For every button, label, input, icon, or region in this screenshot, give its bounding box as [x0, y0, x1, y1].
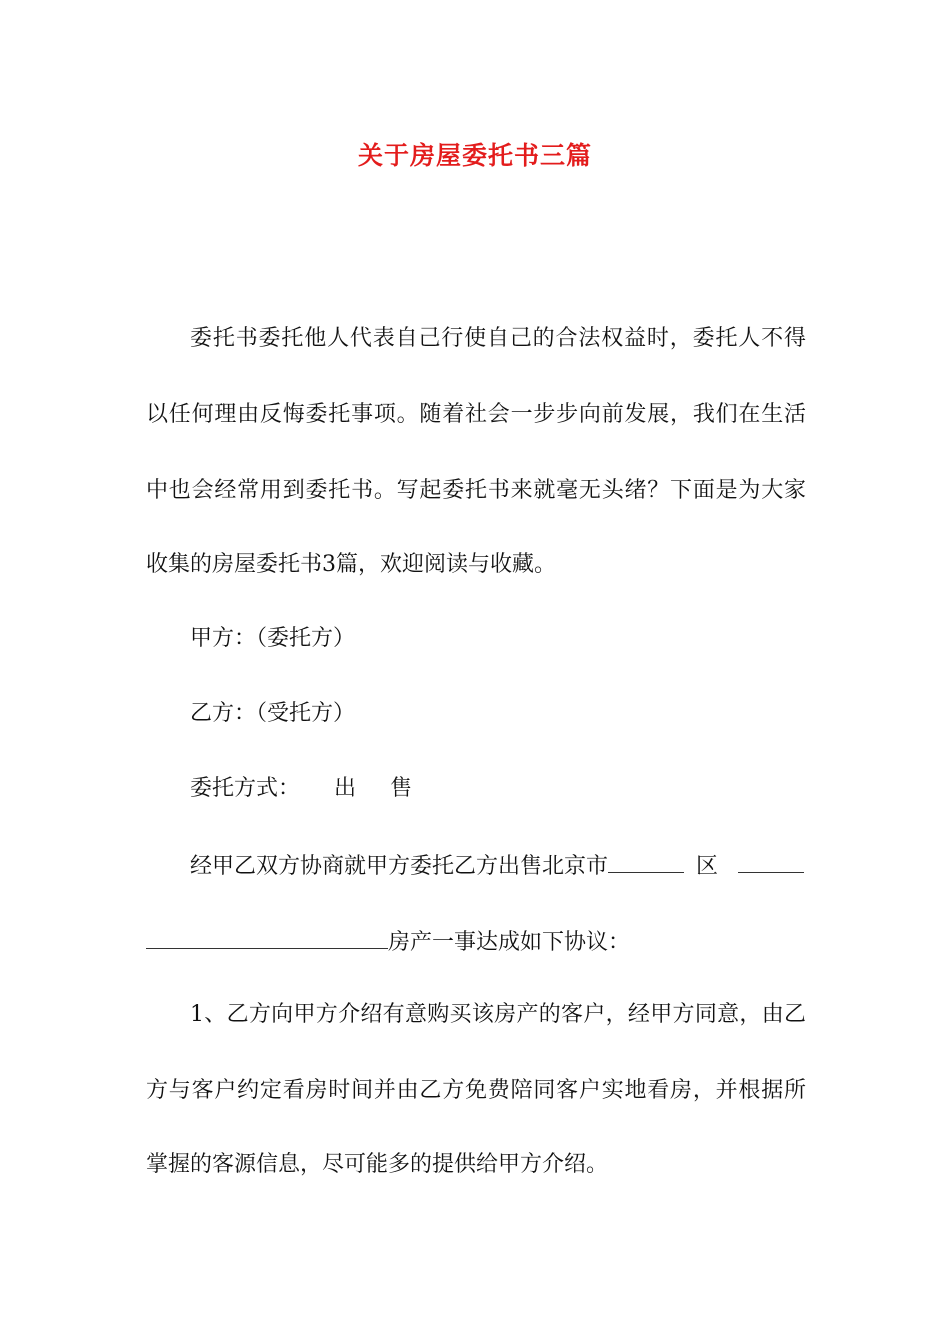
- agreement-prefix: 经甲乙双方协商就甲方委托乙方出售北京市: [190, 854, 609, 879]
- party-b-line: 乙方：（受托方）: [190, 701, 356, 726]
- clause-1-line-1: 1、乙方向甲方介绍有意购买该房产的客户，经甲方同意，由乙: [190, 1002, 806, 1027]
- method-label: 委托方式：: [190, 776, 301, 801]
- intro-line-2: 以任何理由反悔委托事项。随着社会一步步向前发展，我们在生活: [146, 402, 806, 427]
- district-label: 区: [696, 854, 719, 879]
- intro-line-3: 中也会经常用到委托书。写起委托书来就毫无头绪？下面是为大家: [146, 478, 806, 503]
- intro-line-4: 收集的房屋委托书3篇，欢迎阅读与收藏。: [146, 552, 556, 577]
- clause-1-line-3: 掌握的客源信息，尽可能多的提供给甲方介绍。: [146, 1152, 609, 1177]
- clause-1-line-2: 方与客户约定看房时间并由乙方免费陪同客户实地看房，并根据所: [146, 1078, 806, 1103]
- agreement-line-1: [190, 850, 806, 882]
- method-char-2: 售: [390, 776, 413, 801]
- document-title: 关于房屋委托书三篇: [357, 141, 592, 170]
- intro-line-1: 委托书委托他人代表自己行使自己的合法权益时，委托人不得: [190, 326, 806, 351]
- agreement-suffix: 房产一事达成如下协议：: [388, 930, 631, 955]
- blank-city-field: [608, 850, 684, 873]
- method-char-1: 出: [334, 776, 357, 801]
- agreement-line-2: [146, 926, 806, 958]
- method-line: [190, 774, 806, 804]
- blank-address-field: [146, 926, 388, 949]
- blank-district-field: [738, 850, 804, 873]
- party-a-line: 甲方：（委托方）: [190, 626, 356, 651]
